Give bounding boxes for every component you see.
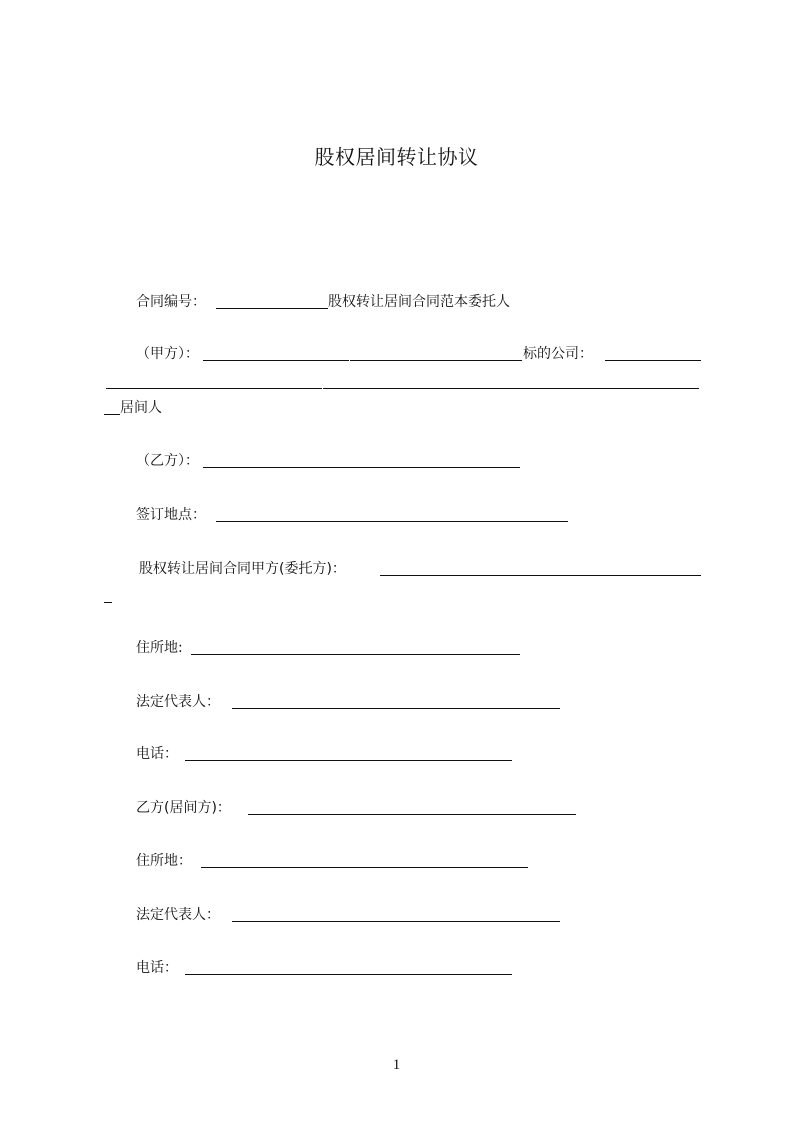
party-a-line [0, 342, 793, 366]
b-phone-blank[interactable] [185, 974, 512, 975]
a-address-blank[interactable] [191, 654, 520, 655]
a-phone-blank[interactable] [185, 760, 512, 761]
a-representative-blank[interactable] [232, 708, 560, 709]
contract-number-label: 合同编号： [136, 294, 206, 310]
principal-line [0, 557, 793, 581]
a-representative-line [0, 690, 793, 714]
b-party-label: 乙方(居间方)： [136, 800, 231, 816]
party-a-blank-1[interactable] [203, 360, 349, 361]
a-phone-line [0, 742, 793, 766]
b-phone-label: 电话： [136, 960, 178, 976]
page-number: 1 [392, 1057, 401, 1073]
a-phone-label: 电话： [136, 746, 178, 762]
a-address-label: 住所地: [136, 640, 183, 656]
party-b-line [0, 449, 793, 473]
party-a-label: （甲方）： [136, 346, 199, 362]
sign-place-blank[interactable] [216, 521, 568, 522]
principal-continuation-blank[interactable] [104, 602, 112, 603]
intermediary-line [0, 396, 793, 420]
document-title: 股权居间转让协议 [314, 145, 479, 169]
party-a-continuation-line [0, 370, 793, 394]
intermediary-blank[interactable] [104, 414, 120, 415]
a-representative-label: 法定代表人： [136, 694, 220, 710]
principal-blank-1[interactable] [380, 575, 420, 576]
intermediary-label: 居间人 [120, 400, 162, 416]
party-b-blank[interactable] [203, 467, 520, 468]
target-company-blank-1[interactable] [605, 360, 663, 361]
party-b-label: （乙方）： [136, 453, 199, 469]
sign-place-line [0, 503, 793, 527]
continuation-blank-1[interactable] [106, 388, 322, 389]
b-party-line [0, 796, 793, 820]
continuation-blank-3[interactable] [655, 388, 699, 389]
contract-number-line [0, 290, 793, 314]
b-address-blank[interactable] [201, 867, 528, 868]
contract-number-blank[interactable] [216, 308, 328, 309]
contract-number-tail-text: 股权转让居间合同范本委托人 [328, 294, 510, 310]
continuation-blank-2[interactable] [323, 388, 655, 389]
b-representative-label: 法定代表人： [136, 907, 220, 923]
a-address-line [0, 636, 793, 660]
b-address-line [0, 849, 793, 873]
principal-blank-2[interactable] [420, 575, 660, 576]
b-representative-line [0, 903, 793, 927]
b-phone-line [0, 956, 793, 980]
target-company-blank-2[interactable] [663, 360, 701, 361]
principal-blank-3[interactable] [660, 575, 701, 576]
b-representative-blank[interactable] [232, 921, 560, 922]
target-company-label: 标的公司： [523, 346, 593, 362]
b-party-blank[interactable] [248, 814, 576, 815]
principal-continuation-line [0, 584, 793, 608]
principal-label: 股权转让居间合同甲方(委托方)： [139, 561, 346, 577]
sign-place-label: 签订地点： [136, 507, 206, 523]
party-a-blank-2[interactable] [350, 360, 522, 361]
b-address-label: 住所地： [136, 853, 192, 869]
